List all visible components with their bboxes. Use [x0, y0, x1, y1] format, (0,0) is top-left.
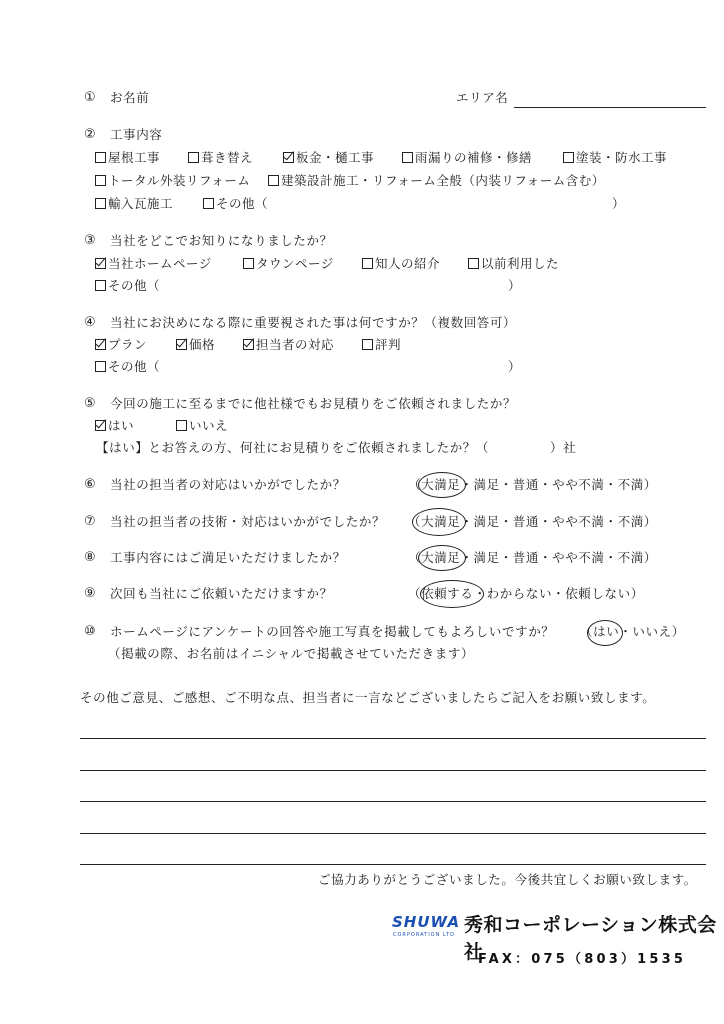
q4-option-price[interactable]: 価格 [176, 337, 215, 353]
checkbox[interactable] [268, 175, 279, 186]
q5-option-no[interactable]: いいえ [176, 418, 228, 434]
q4-label: 当社にお決めになる際に重要視された事は何ですか？（複数回答可） [110, 315, 517, 330]
q2-option-leak-repair[interactable]: 雨漏りの補修・修繕 [402, 150, 532, 166]
q6-options[interactable]: （大満足・満足・普通・やや不満・不満） [408, 477, 657, 492]
q4-option-other[interactable]: その他（ [95, 359, 160, 375]
comment-line[interactable] [80, 770, 706, 771]
company-name: 秀和コーポレーション株式会社 [464, 914, 717, 963]
checkbox[interactable] [468, 258, 479, 269]
q4-close-paren: ） [508, 359, 522, 374]
checkbox[interactable] [402, 152, 413, 163]
comments-prompt: その他ご意見、ご感想、ご不明な点、担当者に一言などございましたらご記入をお願い致します。 [80, 690, 656, 705]
q2-option-reroof[interactable]: 葺き替え [188, 150, 253, 166]
checkbox-checked[interactable] [176, 339, 187, 350]
q5-followup: 【はい】とお答えの方、何社にお見積りをご依頼されましたか？（ [96, 440, 490, 455]
checkbox-checked[interactable] [95, 339, 106, 350]
checkbox[interactable] [95, 280, 106, 291]
checkbox[interactable] [563, 152, 574, 163]
comment-line[interactable] [80, 864, 706, 865]
q9-answer-circle [420, 580, 484, 608]
q3-label: 当社をどこでお知りになりましたか？ [110, 233, 333, 248]
q8-label: 工事内容にはご満足いただけましたか？ [110, 550, 346, 565]
checkbox[interactable] [362, 258, 373, 269]
q3-close-paren: ） [508, 278, 522, 293]
q10-options[interactable]: （はい・いいえ） [580, 624, 685, 639]
q2-label: 工事内容 [110, 127, 163, 142]
q10-number: ⑩ [84, 624, 96, 639]
checkbox[interactable] [95, 198, 106, 209]
area-label: エリア名 [456, 90, 509, 105]
checkbox[interactable] [362, 339, 373, 350]
company-logo: SHUWA [392, 913, 461, 931]
company-logo-sub: CORPORATION LTD [393, 932, 455, 938]
q2-option-sheetmetal[interactable]: 板金・樋工事 [283, 150, 374, 166]
q5-option-yes[interactable]: はい [95, 418, 134, 434]
checkbox-checked[interactable] [283, 152, 294, 163]
q10-answer-circle [587, 620, 623, 646]
checkbox[interactable] [176, 420, 187, 431]
q7-label: 当社の担当者の技術・対応はいかがでしたか？ [110, 514, 386, 529]
checkbox[interactable] [95, 175, 106, 186]
q3-number: ③ [84, 233, 96, 248]
q3-option-referral[interactable]: 知人の紹介 [362, 256, 440, 272]
q7-number: ⑦ [84, 514, 96, 529]
comment-line[interactable] [80, 801, 706, 802]
q8-answer-circle [418, 545, 466, 571]
q3-option-townpage[interactable]: タウンページ [243, 256, 334, 272]
q4-option-staff[interactable]: 担当者の対応 [243, 337, 334, 353]
checkbox[interactable] [95, 152, 106, 163]
q7-options[interactable]: （大満足・満足・普通・やや不満・不満） [408, 514, 657, 529]
q6-answer-circle [418, 472, 466, 498]
q9-number: ⑨ [84, 586, 96, 601]
q9-options[interactable]: （依頼する・わからない・依頼しない） [408, 586, 644, 601]
q2-option-roof[interactable]: 屋根工事 [95, 150, 160, 166]
area-input-line[interactable] [514, 107, 706, 108]
q3-option-previous[interactable]: 以前利用した [468, 256, 559, 272]
comment-line[interactable] [80, 738, 706, 739]
checkbox[interactable] [95, 361, 106, 372]
q4-number: ④ [84, 315, 96, 330]
q1-label: お名前 [110, 90, 150, 105]
q6-number: ⑥ [84, 477, 96, 492]
checkbox-checked[interactable] [243, 339, 254, 350]
thanks-text: ご協力ありがとうございました。今後共宜しくお願い致します。 [318, 872, 697, 887]
q3-option-other[interactable]: その他（ [95, 278, 160, 294]
q6-label: 当社の担当者の対応はいかがでしたか？ [110, 477, 346, 492]
checkbox[interactable] [188, 152, 199, 163]
q4-option-reputation[interactable]: 評判 [362, 337, 401, 353]
q7-answer-circle [412, 508, 466, 536]
q2-option-other[interactable]: その他（ [203, 196, 268, 212]
q9-label: 次回も当社にご依頼いただけますか？ [110, 586, 333, 601]
q1-number: ① [84, 90, 96, 105]
checkbox[interactable] [243, 258, 254, 269]
q2-option-exterior[interactable]: トータル外装リフォーム [95, 173, 250, 189]
q8-options[interactable]: （大満足・満足・普通・やや不満・不満） [408, 550, 657, 565]
q10-note: （掲載の際、お名前はイニシャルで掲載させていただきます） [108, 646, 475, 661]
q4-option-plan[interactable]: プラン [95, 337, 147, 353]
q2-close-paren: ） [612, 196, 626, 211]
comment-line[interactable] [80, 833, 706, 834]
q2-option-architecture[interactable]: 建築設計施工・リフォーム全般（内装リフォーム含む） [268, 173, 605, 189]
q2-option-imported-tile[interactable]: 輸入瓦施工 [95, 196, 173, 212]
fax-number: FAX：075（803）1535 [478, 952, 687, 967]
q3-option-homepage[interactable]: 当社ホームページ [95, 256, 212, 272]
q2-option-painting[interactable]: 塗装・防水工事 [563, 150, 667, 166]
q10-label: ホームページにアンケートの回答や施工写真を掲載してもよろしいですか？ [110, 624, 555, 639]
q2-number: ② [84, 127, 96, 142]
checkbox-checked[interactable] [95, 420, 106, 431]
q5-number: ⑤ [84, 396, 96, 411]
checkbox-checked[interactable] [95, 258, 106, 269]
q5-label: 今回の施工に至るまでに他社様でもお見積りをご依頼されましたか？ [110, 396, 517, 411]
q8-number: ⑧ [84, 550, 96, 565]
q5-followup-end: ）社 [550, 440, 577, 455]
checkbox[interactable] [203, 198, 214, 209]
